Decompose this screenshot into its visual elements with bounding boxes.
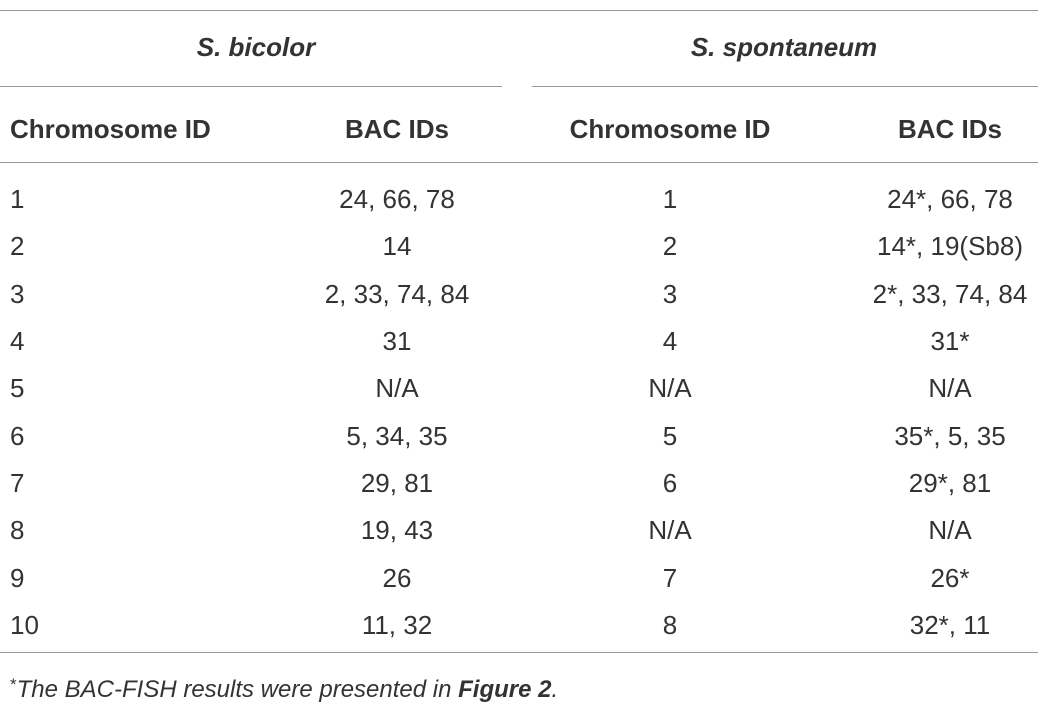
cell-bicolor-chromosome: 6 (10, 421, 25, 451)
col-header-chromosome-id-left: Chromosome ID (10, 114, 211, 144)
group-rule-left (0, 86, 502, 87)
cell-bicolor-bac-ids: 11, 32 (361, 610, 433, 640)
cell-bicolor-chromosome: 5 (10, 373, 25, 403)
cell-bicolor-chromosome: 2 (10, 231, 25, 261)
cell-bicolor-chromosome: 10 (10, 610, 39, 640)
cell-bicolor-bac-ids: 31 (382, 326, 412, 356)
cell-bicolor-chromosome: 4 (10, 326, 25, 356)
cell-bicolor-bac-ids: 14 (382, 231, 412, 261)
footnote-marker: * (10, 675, 17, 694)
col-header-bac-ids-right: BAC IDs (897, 114, 1003, 144)
cell-spontaneum-bac-ids: N/A (928, 373, 972, 403)
cell-bicolor-bac-ids: 26 (382, 563, 412, 593)
cell-bicolor-bac-ids: 2, 33, 74, 84 (324, 279, 470, 309)
cell-spontaneum-bac-ids: 29*, 81 (908, 468, 992, 498)
cell-spontaneum-chromosome: 8 (662, 610, 678, 640)
cell-bicolor-bac-ids: 5, 34, 35 (346, 421, 448, 451)
cell-spontaneum-bac-ids: 14*, 19(Sb8) (877, 231, 1023, 261)
cell-bicolor-bac-ids: N/A (375, 373, 419, 403)
cell-bicolor-chromosome: 1 (10, 184, 25, 214)
cell-bicolor-chromosome: 3 (10, 279, 25, 309)
cell-bicolor-chromosome: 8 (10, 515, 25, 545)
cell-spontaneum-bac-ids: 35*, 5, 35 (894, 421, 1006, 451)
cell-spontaneum-chromosome: 5 (662, 421, 678, 451)
group-header-s-spontaneum: S. spontaneum (690, 32, 878, 62)
cell-bicolor-bac-ids: 29, 81 (360, 468, 434, 498)
cell-spontaneum-chromosome: 7 (662, 563, 678, 593)
cell-bicolor-bac-ids: 19, 43 (360, 515, 434, 545)
top-rule (0, 10, 1038, 11)
cell-spontaneum-chromosome: 3 (662, 279, 678, 309)
table-footnote (10, 670, 558, 705)
group-header-s-bicolor: S. bicolor (196, 32, 316, 62)
cell-bicolor-bac-ids: 24, 66, 78 (339, 184, 455, 214)
cell-spontaneum-bac-ids: 2*, 33, 74, 84 (872, 279, 1028, 309)
cell-spontaneum-bac-ids: 24*, 66, 78 (887, 184, 1013, 214)
header-rule (0, 162, 1038, 163)
cell-spontaneum-bac-ids: 32*, 11 (909, 610, 991, 640)
footnote-end: . (551, 676, 559, 703)
footnote-text: The BAC-FISH results were presented in (16, 676, 459, 703)
cell-spontaneum-bac-ids: 31* (930, 326, 970, 356)
col-header-chromosome-id-right: Chromosome ID (569, 114, 771, 144)
cell-spontaneum-bac-ids: 26* (930, 563, 970, 593)
cell-spontaneum-chromosome: 6 (662, 468, 678, 498)
cell-bicolor-chromosome: 7 (10, 468, 25, 498)
cell-spontaneum-chromosome: 1 (662, 184, 678, 214)
cell-spontaneum-chromosome: N/A (648, 515, 692, 545)
cell-spontaneum-chromosome: 2 (662, 231, 678, 261)
col-header-bac-ids-left: BAC IDs (344, 114, 450, 144)
cell-spontaneum-chromosome: N/A (648, 373, 692, 403)
group-rule-right (532, 86, 1038, 87)
cell-spontaneum-chromosome: 4 (662, 326, 678, 356)
footnote-figure-link[interactable]: Figure 2 (458, 676, 552, 703)
bottom-rule (0, 652, 1038, 653)
cell-spontaneum-bac-ids: N/A (928, 515, 972, 545)
cell-bicolor-chromosome: 9 (10, 563, 25, 593)
